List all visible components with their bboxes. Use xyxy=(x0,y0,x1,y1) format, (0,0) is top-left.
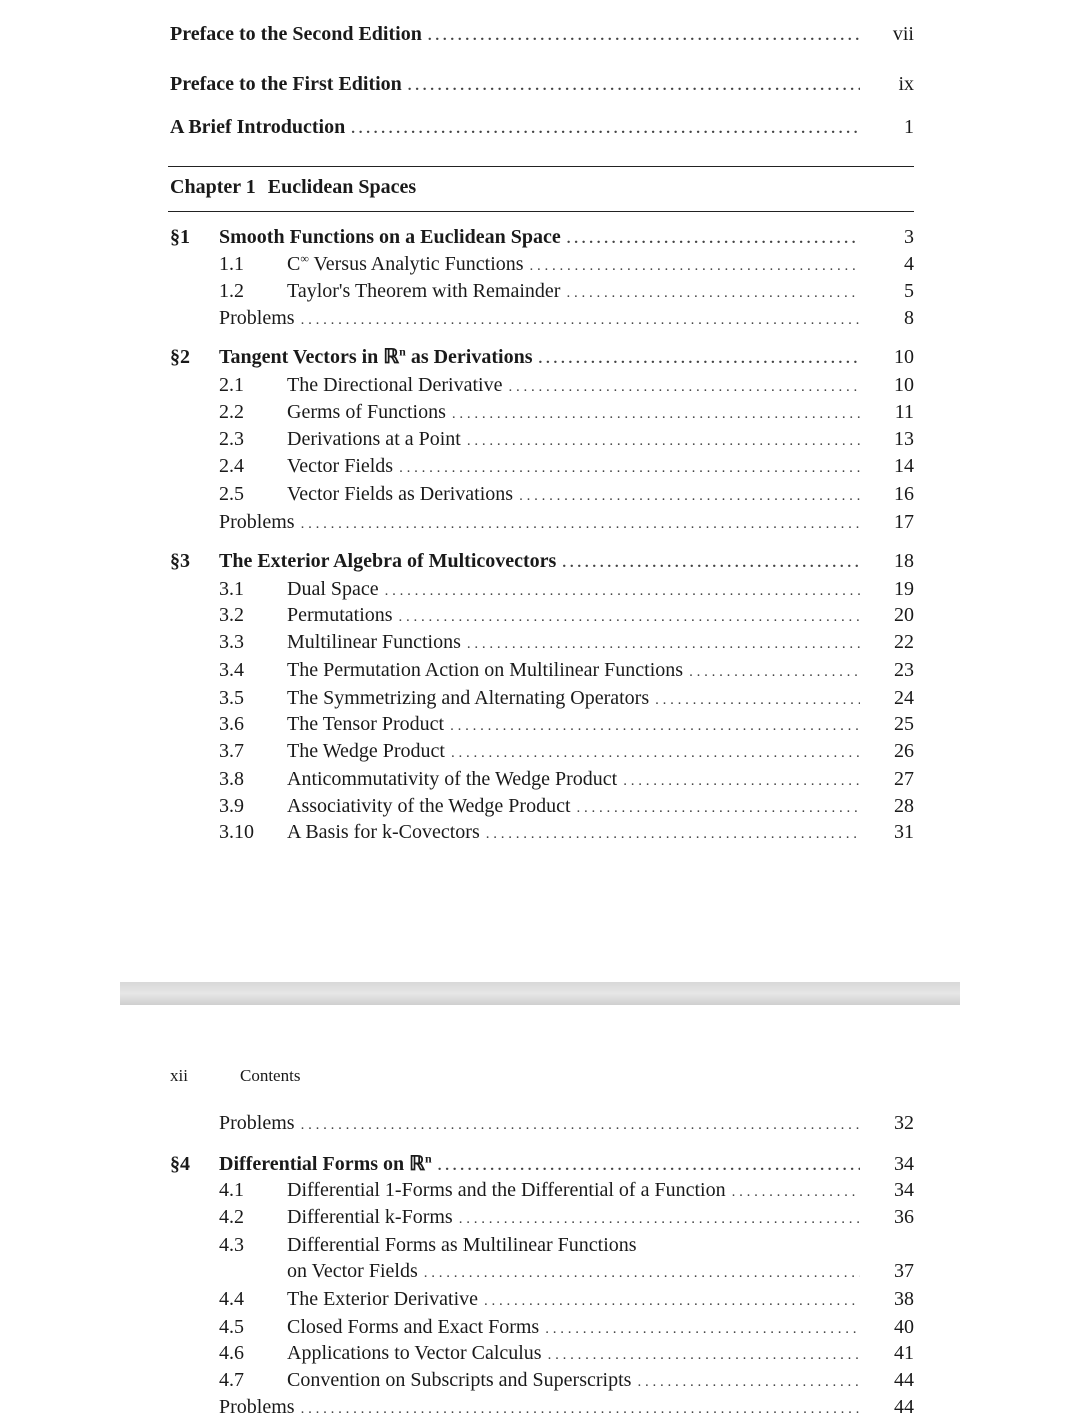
toc-entry-preface-first[interactable]: Preface to the First Edition . . . xyxy=(170,70,868,98)
page-number: 36 xyxy=(894,1206,914,1228)
page-number: 14 xyxy=(894,455,914,477)
page-number: 37 xyxy=(894,1260,914,1282)
dot-leader xyxy=(467,630,860,658)
dot-leader xyxy=(539,345,861,373)
toc-entry-2-4[interactable]: Vector Fields . . . xyxy=(287,452,868,480)
dot-leader xyxy=(689,658,860,686)
toc-entry-4-4[interactable]: The Exterior Derivative . . . xyxy=(287,1285,868,1313)
subsection-number: 4.6 xyxy=(219,1342,244,1364)
toc-entry-3-3[interactable]: Multilinear Functions . . . xyxy=(287,628,868,656)
toc-entry-3-10[interactable]: A Basis for k-Covectors . . . xyxy=(287,818,868,846)
page-number: 44 xyxy=(894,1369,914,1391)
toc-entry-3-1[interactable]: Dual Space . . . xyxy=(287,575,868,603)
dot-leader xyxy=(467,427,860,455)
toc-entry-3-4[interactable]: The Permutation Action on Multilinear Functions . . . xyxy=(287,656,868,684)
toc-entry-3-8[interactable]: Anticommutativity of the Wedge Product . . . xyxy=(287,765,868,793)
toc-entry-4-2[interactable]: Differential k-Forms . . . xyxy=(287,1203,868,1231)
subsection-number: 3.1 xyxy=(219,578,244,600)
subsection-number: 3.4 xyxy=(219,659,244,681)
subsection-number: 3.10 xyxy=(219,821,254,843)
toc-entry-3-7[interactable]: The Wedge Product . . . xyxy=(287,737,868,765)
page-number: 28 xyxy=(894,795,914,817)
page-number: 10 xyxy=(894,374,914,396)
page-number: 19 xyxy=(894,578,914,600)
dot-leader xyxy=(301,510,860,538)
toc-entry-brief-introduction[interactable]: A Brief Introduction . . . xyxy=(170,113,868,141)
subsection-number: 2.1 xyxy=(219,374,244,396)
toc-entry-4-6[interactable]: Applications to Vector Calculus . . . xyxy=(287,1339,868,1367)
dot-leader xyxy=(732,1178,860,1206)
page-number: 8 xyxy=(904,307,914,329)
dot-leader xyxy=(351,115,860,143)
subsection-number: 4.5 xyxy=(219,1316,244,1338)
dot-leader xyxy=(562,549,860,577)
dot-leader xyxy=(508,373,860,401)
dot-leader xyxy=(451,739,860,767)
subsection-number: 4.2 xyxy=(219,1206,244,1228)
page-number: ix xyxy=(898,73,914,95)
section-mark: §3 xyxy=(170,550,190,572)
page-number: 32 xyxy=(894,1112,914,1134)
page-number: 22 xyxy=(894,631,914,653)
toc-entry-3-2[interactable]: Permutations . . . xyxy=(287,601,868,629)
toc-entry-section-1[interactable]: Smooth Functions on a Euclidean Space . . . xyxy=(219,223,868,251)
chapter-top-rule xyxy=(168,166,914,167)
page-number: 3 xyxy=(904,226,914,248)
dot-leader xyxy=(428,22,860,50)
toc-entry-problems-3[interactable]: Problems . . . xyxy=(219,1109,868,1137)
toc-entry-preface-second[interactable]: Preface to the Second Edition . . . xyxy=(170,20,868,48)
page-number: 5 xyxy=(904,280,914,302)
subsection-number: 4.4 xyxy=(219,1288,244,1310)
page-number: 11 xyxy=(894,401,914,423)
subsection-number: 2.3 xyxy=(219,428,244,450)
page-number: 26 xyxy=(894,740,914,762)
toc-entry-4-1[interactable]: Differential 1-Forms and the Differential of a Function . . . xyxy=(287,1176,868,1204)
page-number: 4 xyxy=(904,253,914,275)
subsection-number: 4.1 xyxy=(219,1179,244,1201)
page-number: 16 xyxy=(894,483,914,505)
dot-leader xyxy=(301,306,860,334)
toc-entry-4-5[interactable]: Closed Forms and Exact Forms . . . xyxy=(287,1313,868,1341)
toc-entry-section-4[interactable]: Differential Forms on ℝ$^n$ . . . xyxy=(219,1150,868,1178)
running-head-title: Contents xyxy=(240,1066,301,1085)
dot-leader xyxy=(566,279,860,307)
page-number: 41 xyxy=(894,1342,914,1364)
dot-leader xyxy=(637,1368,860,1396)
subsection-number: 4.7 xyxy=(219,1369,244,1391)
chapter-bottom-rule xyxy=(168,211,914,212)
page-number: 1 xyxy=(904,116,914,138)
dot-leader xyxy=(399,454,860,482)
subsection-number: 1.1 xyxy=(219,253,244,275)
page-number: 10 xyxy=(894,346,914,368)
subsection-number: 4.3 xyxy=(219,1234,244,1256)
page-number: 34 xyxy=(894,1179,914,1201)
toc-entry-3-9[interactable]: Associativity of the Wedge Product . . . xyxy=(287,792,868,820)
page-number: 13 xyxy=(894,428,914,450)
toc-entry-1-2[interactable]: Taylor's Theorem with Remainder . . . xyxy=(287,277,868,305)
toc-entry-3-6[interactable]: The Tensor Product . . . xyxy=(287,710,868,738)
subsection-number: 3.8 xyxy=(219,768,244,790)
subsection-number: 3.6 xyxy=(219,713,244,735)
toc-entry-section-3[interactable]: The Exterior Algebra of Multicovectors . . . xyxy=(219,547,868,575)
toc-entry-2-1[interactable]: The Directional Derivative . . . xyxy=(287,371,868,399)
page-number: 20 xyxy=(894,604,914,626)
page-number: 18 xyxy=(894,550,914,572)
subsection-number: 3.2 xyxy=(219,604,244,626)
toc-entry-3-5[interactable]: The Symmetrizing and Alternating Operators . . . xyxy=(287,684,868,712)
page-number: 27 xyxy=(894,768,914,790)
subsection-number: 2.4 xyxy=(219,455,244,477)
subsection-number: 2.5 xyxy=(219,483,244,505)
toc-entry-2-5[interactable]: Vector Fields as Derivations . . . xyxy=(287,480,868,508)
page-number: 24 xyxy=(894,687,914,709)
toc-entry-2-2[interactable]: Germs of Functions . . . xyxy=(287,398,868,426)
toc-entry-problems-4[interactable]: Problems . . . xyxy=(219,1393,868,1421)
page-break-bar xyxy=(120,982,960,1005)
dot-leader xyxy=(399,603,860,631)
section-mark: §1 xyxy=(170,226,190,248)
dot-leader xyxy=(408,72,860,100)
dot-leader xyxy=(452,400,860,428)
page-number: 34 xyxy=(894,1153,914,1175)
dot-leader xyxy=(450,712,860,740)
section-mark: §2 xyxy=(170,346,190,368)
toc-entry-4-7[interactable]: Convention on Subscripts and Superscripts . . . xyxy=(287,1366,868,1394)
page-number: 40 xyxy=(894,1316,914,1338)
toc-entry-problems-2[interactable]: Problems . . . xyxy=(219,508,868,536)
toc-entry-4-3-cont[interactable]: on Vector Fields . . . xyxy=(287,1257,868,1285)
page-number: 17 xyxy=(894,511,914,533)
page-number: vii xyxy=(892,23,914,45)
dot-leader xyxy=(424,1259,860,1287)
running-head-page-number: xii xyxy=(170,1066,188,1085)
dot-leader xyxy=(301,1111,860,1139)
page-number: 38 xyxy=(894,1288,914,1310)
page-number: 25 xyxy=(894,713,914,735)
toc-entry-section-2[interactable]: Tangent Vectors in ℝ$^n$ as Derivations . . . xyxy=(219,343,868,371)
page-number: 31 xyxy=(894,821,914,843)
page-number: 44 xyxy=(894,1396,914,1418)
toc-entry-problems-1[interactable]: Problems . . . xyxy=(219,304,868,332)
dot-leader xyxy=(459,1205,860,1233)
dot-leader xyxy=(530,252,860,280)
toc-entry-4-3[interactable]: Differential Forms as Multilinear Functions xyxy=(287,1234,637,1256)
subsection-number: 3.5 xyxy=(219,687,244,709)
toc-entry-1-1[interactable]: C∞ Versus Analytic Functions . . . xyxy=(287,250,868,278)
subsection-number: 3.3 xyxy=(219,631,244,653)
dot-leader xyxy=(548,1341,860,1369)
subsection-number: 3.7 xyxy=(219,740,244,762)
chapter-heading[interactable]: Chapter 1 Euclidean Spaces xyxy=(170,176,417,198)
subsection-number: 3.9 xyxy=(219,795,244,817)
dot-leader xyxy=(519,482,860,510)
dot-leader xyxy=(567,225,860,253)
subsection-number: 2.2 xyxy=(219,401,244,423)
section-mark: §4 xyxy=(170,1153,190,1175)
toc-entry-2-3[interactable]: Derivations at a Point . . . xyxy=(287,425,868,453)
dot-leader xyxy=(301,1395,860,1423)
page-number: 23 xyxy=(894,659,914,681)
dot-leader xyxy=(484,1287,860,1315)
dot-leader xyxy=(623,767,860,795)
subsection-number: 1.2 xyxy=(219,280,244,302)
dot-leader xyxy=(486,820,860,848)
